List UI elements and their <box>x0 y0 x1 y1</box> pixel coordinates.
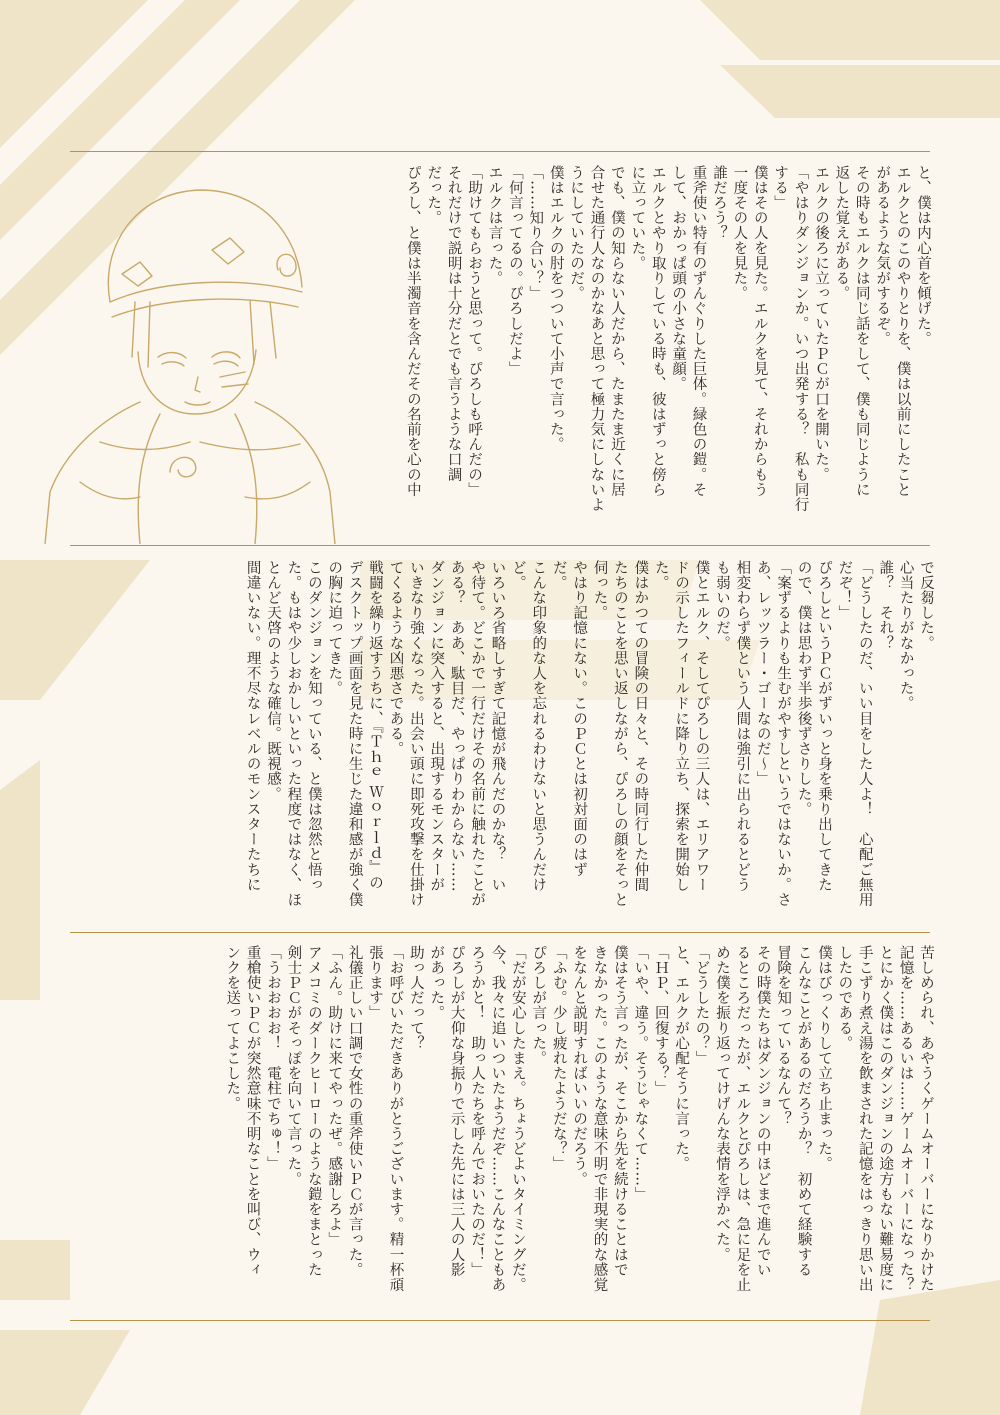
paragraph: 重斧使い特有のずんぐりした巨体。緑色の鎧。そ <box>690 165 707 498</box>
paragraph: 誰？ それ？ <box>877 560 894 651</box>
paragraph: ンクを送ってよこした。 <box>224 945 241 1112</box>
paragraph: エルクは言った。 <box>486 165 503 286</box>
paragraph: 「……知り合い？」 <box>527 165 544 301</box>
paragraph: だ。 <box>550 560 567 591</box>
paragraph: だぞ！」 <box>836 560 853 621</box>
paragraph: 「案ずるよりも生むがやすしというではないか。さ <box>775 560 792 908</box>
paragraph: ど。 <box>509 560 526 591</box>
paragraph: 「ふむ。少し疲れたようだな？」 <box>550 945 567 1172</box>
paragraph: 「ＨＰ、回復する？」 <box>652 945 669 1096</box>
paragraph: ぴろしというＰＣがずいっと身を乗り出してきた <box>815 560 832 893</box>
paragraph: エルクとのこのやりとりを、僕は以前にしたこと <box>894 165 911 498</box>
paragraph: 冒険を知っているなんて？ <box>775 945 792 1127</box>
paragraph: その時もエルクは同じ話をして、僕も同じように <box>853 165 870 498</box>
paragraph: エルクとやり取りしている時も、彼はずっと傍ら <box>649 165 666 498</box>
paragraph: 一度その人を見た。 <box>731 165 748 301</box>
paragraph: あ、レッツラー・ゴーなのだ～」 <box>754 560 771 787</box>
paragraph: ある？ ああ、駄目だ、やっぱりわからない…… <box>448 560 465 893</box>
paragraph: 今、我々に追いついたようだぞ……こんなこともあ <box>489 945 506 1293</box>
paragraph: このダンジョンを知っている、と僕は忽然と悟っ <box>305 560 322 893</box>
paragraph: 「だが安心したまえ。ちょうどよいタイミングだ。 <box>509 945 526 1293</box>
paragraph: をなんと説明すればいいのだろう。 <box>571 945 588 1187</box>
rule-lower-middle <box>70 932 930 933</box>
paragraph: 張ります」 <box>367 945 384 1021</box>
paragraph: ぴろしが言った。 <box>530 945 547 1066</box>
text-block-middle <box>80 560 936 928</box>
paragraph: して、おかっぱ頭の小さな童顔。 <box>670 165 687 392</box>
paragraph: いろいろ省略しすぎて記憶が飛んだのかな？ い <box>489 560 506 893</box>
paragraph: ダンジョンに突入すると、出現するモンスターが <box>428 560 445 893</box>
paragraph: でも、僕の知らない人だから、たまたま近くに居 <box>608 165 625 498</box>
paragraph: 「助けてもらおうと思って。ぴろしも呼んだの」 <box>466 165 483 498</box>
paragraph: だった。 <box>425 165 442 226</box>
paragraph: エルクの後ろに立っていたＰＣが口を開いた。 <box>812 165 829 483</box>
text-block-top <box>345 165 933 540</box>
paragraph: に立っていた。 <box>629 165 646 271</box>
paragraph: いきなり強くなった。出会い頭に即死攻撃を仕掛け <box>407 560 424 908</box>
text-block-bottom <box>80 945 936 1313</box>
paragraph: きなかった。このような意味不明で非現実的な感覚 <box>591 945 608 1293</box>
paragraph: 「どうしたの？」 <box>693 945 710 1066</box>
paragraph: 苦しめられ、あやうくゲームオーバーになりかけた <box>918 945 934 1293</box>
paragraph: た。もはや少しおかしいといった程度ではなく、ほ <box>285 560 302 908</box>
paragraph: 返した覚えがある。 <box>833 165 850 301</box>
paragraph: 助っ人だって？ <box>407 945 424 1051</box>
paragraph: 僕とエルク、そしてぴろしの三人は、エリアワー <box>693 560 710 893</box>
paragraph: 「何言ってるの。ぴろしだよ」 <box>506 165 523 377</box>
paragraph: 「やはりダンジョンか。いつ出発する？ 私も同行 <box>792 165 809 513</box>
paragraph: と、エルクが心配そうに言った。 <box>673 945 690 1172</box>
paragraph: こんな印象的な人を忘れるわけないと思うんだけ <box>530 560 547 893</box>
paragraph: 「ふん。助けに来てやったぜ。感謝しろよ」 <box>326 945 343 1247</box>
paragraph: 戦闘を繰り返すうちに、『Ｔｈｅ Ｗｏｒｌｄ』の <box>367 560 384 891</box>
paragraph: めた僕を振り返ってけげんな表情を浮かべた。 <box>713 945 730 1263</box>
paragraph: の胸に迫ってきた。 <box>326 560 343 696</box>
paragraph: その時僕たちはダンジョンの中ほどまで進んでい <box>754 945 771 1278</box>
paragraph: たちのことを思い返しながら、ぴろしの顔をそっと <box>611 560 628 908</box>
paragraph: 「うおおおお！ 電柱でちゅ！」 <box>265 945 281 1172</box>
paragraph: 誰だろう？ <box>710 165 727 241</box>
paragraph: 僕はかつての冒険の日々と、その時同行した仲間 <box>632 560 649 893</box>
paragraph: 僕はその人を見た。エルクを見て、それからもう <box>751 165 768 498</box>
paragraph: で反芻した。 <box>918 560 934 651</box>
paragraph: があった。 <box>428 945 445 1021</box>
paragraph: こんなことがあるのだろうか？ 初めて経験する <box>795 945 812 1278</box>
paragraph: 剣士ＰＣがそっぽを向いて言った。 <box>285 945 302 1187</box>
paragraph: とんど天啓のような確信。既視感。 <box>265 560 281 802</box>
paragraph: ぴろし、と僕は半濁音を含んだその名前を心の中 <box>404 165 421 498</box>
character-sketch-portrait <box>40 152 340 544</box>
paragraph: ドの示したフィールドに降り立ち、探索を開始し <box>673 560 690 893</box>
paragraph: デスクトップ画面を見た時に生じた違和感が強く僕 <box>346 560 363 908</box>
paragraph: する」 <box>772 165 789 211</box>
paragraph: 重槍使いＰＣが突然意味不明なことを叫び、ウィ <box>244 945 261 1278</box>
paragraph: したのである。 <box>836 945 853 1051</box>
paragraph: 僕はエルクの肘をつついて小声で言った。 <box>547 165 564 452</box>
paragraph: 合せた通行人なのかなあと思って極力気にしないよ <box>588 165 605 513</box>
paragraph: やはり記憶にない。このＰＣとは初対面のはず <box>571 560 588 878</box>
paragraph: 「いや、違う。そうじゃなくて……」 <box>632 945 649 1202</box>
paragraph: 手こずり煮え湯を飲まされた記憶をはっきり思い出 <box>856 945 873 1293</box>
paragraph: ぴろしが大仰な身振りで示した先には三人の人影 <box>448 945 465 1278</box>
paragraph: 礼儀正しい口調で女性の重斧使いＰＣが言った。 <box>346 945 363 1278</box>
paragraph: 記憶を……あるいは……ゲームオーバーになった？ <box>897 945 914 1293</box>
paragraph: てくるような凶悪さである。 <box>387 560 404 757</box>
paragraph: や待て。どこかで一行だけその名前に触れたことが <box>469 560 486 908</box>
paragraph: 「どうしたのだ、いい目をした人よ！ 心配ご無用 <box>856 560 873 908</box>
paragraph: 間違いない。理不尽なレベルのモンスターたちに <box>244 560 261 893</box>
paragraph: 僕はそう言ったが、そこから先を続けることはで <box>611 945 628 1278</box>
paragraph: とにかく僕はこのダンジョンの途方もない難易度に <box>877 945 894 1293</box>
paragraph: 相変わらず僕という人間は強引に出られるとどう <box>734 560 751 893</box>
paragraph: と、僕は内心首を傾げた。 <box>915 165 931 347</box>
paragraph: 僕はびっくりして立ち止まった。 <box>815 945 832 1172</box>
paragraph: るところだったが、エルクとぴろしは、急に足を止 <box>734 945 751 1293</box>
paragraph: た。 <box>652 560 669 591</box>
paragraph: うにしていたのだ。 <box>568 165 585 301</box>
paragraph: アメコミのダークヒーローのような鎧をまとった <box>305 945 322 1278</box>
paragraph: 心当たりがなかった。 <box>897 560 914 711</box>
paragraph: それだけで説明は十分だとでも言うような口調 <box>445 165 462 483</box>
paragraph: ろうかと！ 助っ人たちを呼んでおいたのだ！」 <box>469 945 486 1278</box>
paragraph: も弱いのだ。 <box>713 560 730 651</box>
paragraph: があるような気がするぞ。 <box>874 165 891 347</box>
paragraph: ので、僕は思わず半歩後ずさりした。 <box>795 560 812 817</box>
paragraph: 「お呼びいただきありがとうございます。精一杯頑 <box>387 945 404 1293</box>
paragraph: 伺った。 <box>591 560 608 621</box>
rule-upper-middle <box>70 545 930 546</box>
rule-bottom <box>70 1320 930 1321</box>
